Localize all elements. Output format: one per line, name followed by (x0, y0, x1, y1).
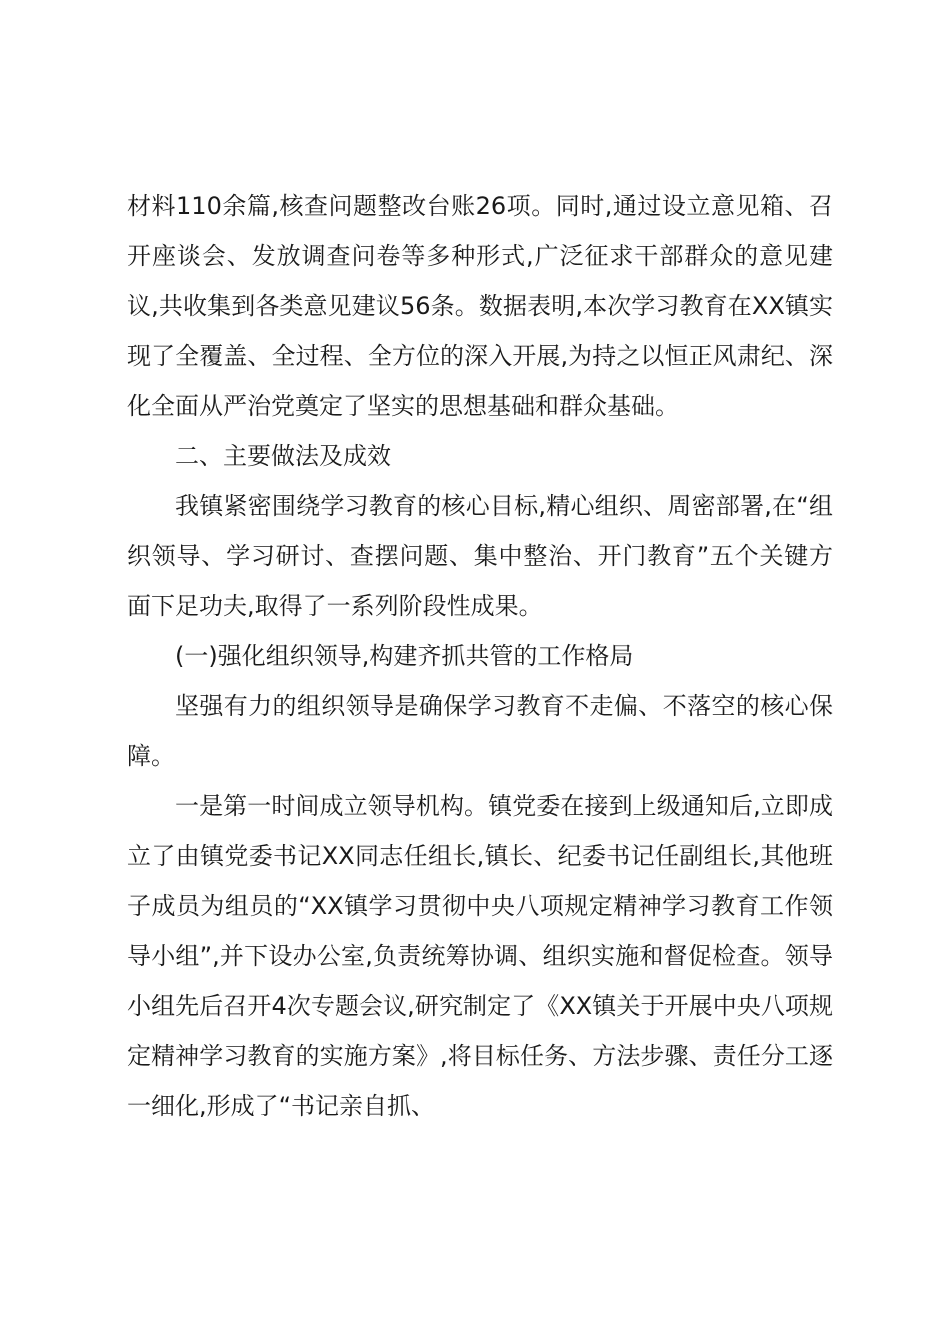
section-heading: 二、主要做法及成效 (175, 442, 391, 470)
paragraph-leadership: 一是第一时间成立领导机构。镇党委在接到上级通知后,立即成立了由镇党委书记XX同志任组长,镇长、纪委书记任副组长,其他班子成员为组员的“XX镇学习贯彻中央八项规定精神学习教育工作领导小组”,并下设办公室,负责统筹协调、组织实施和督促检查。领导小组先后召开4次专题会议,研究制定了《XX镇关于开展中央八项规定精神学习教育的实施方案》,将目标任务、方法步骤、责任分工逐一细化,形成了“书记亲自抓、 (127, 792, 833, 1120)
paragraph-continuation: 材料110余篇,核查问题整改台账26项。同时,通过设立意见箱、召开座谈会、发放调查问卷等多种形式,广泛征求干部群众的意见建议,共收集到各类意见建议56条。数据表明,本次学习教育在XX镇实现了全覆盖、全过程、全方位的深入开展,为持之以恒正风肃纪、深化全面从严治党奠定了坚实的思想基础和群众基础。 (127, 192, 833, 420)
paragraph-guarantee: 坚强有力的组织领导是确保学习教育不走偏、不落空的核心保障。 (127, 692, 833, 770)
paragraph-intro: 我镇紧密围绕学习教育的核心目标,精心组织、周密部署,在“组织领导、学习研讨、查摆问题、集中整治、开门教育”五个关键方面下足功夫,取得了一系列阶段性成果。 (127, 492, 833, 620)
subsection-heading: (一)强化组织领导,构建齐抓共管的工作格局 (175, 642, 634, 670)
document-body (127, 181, 833, 1131)
